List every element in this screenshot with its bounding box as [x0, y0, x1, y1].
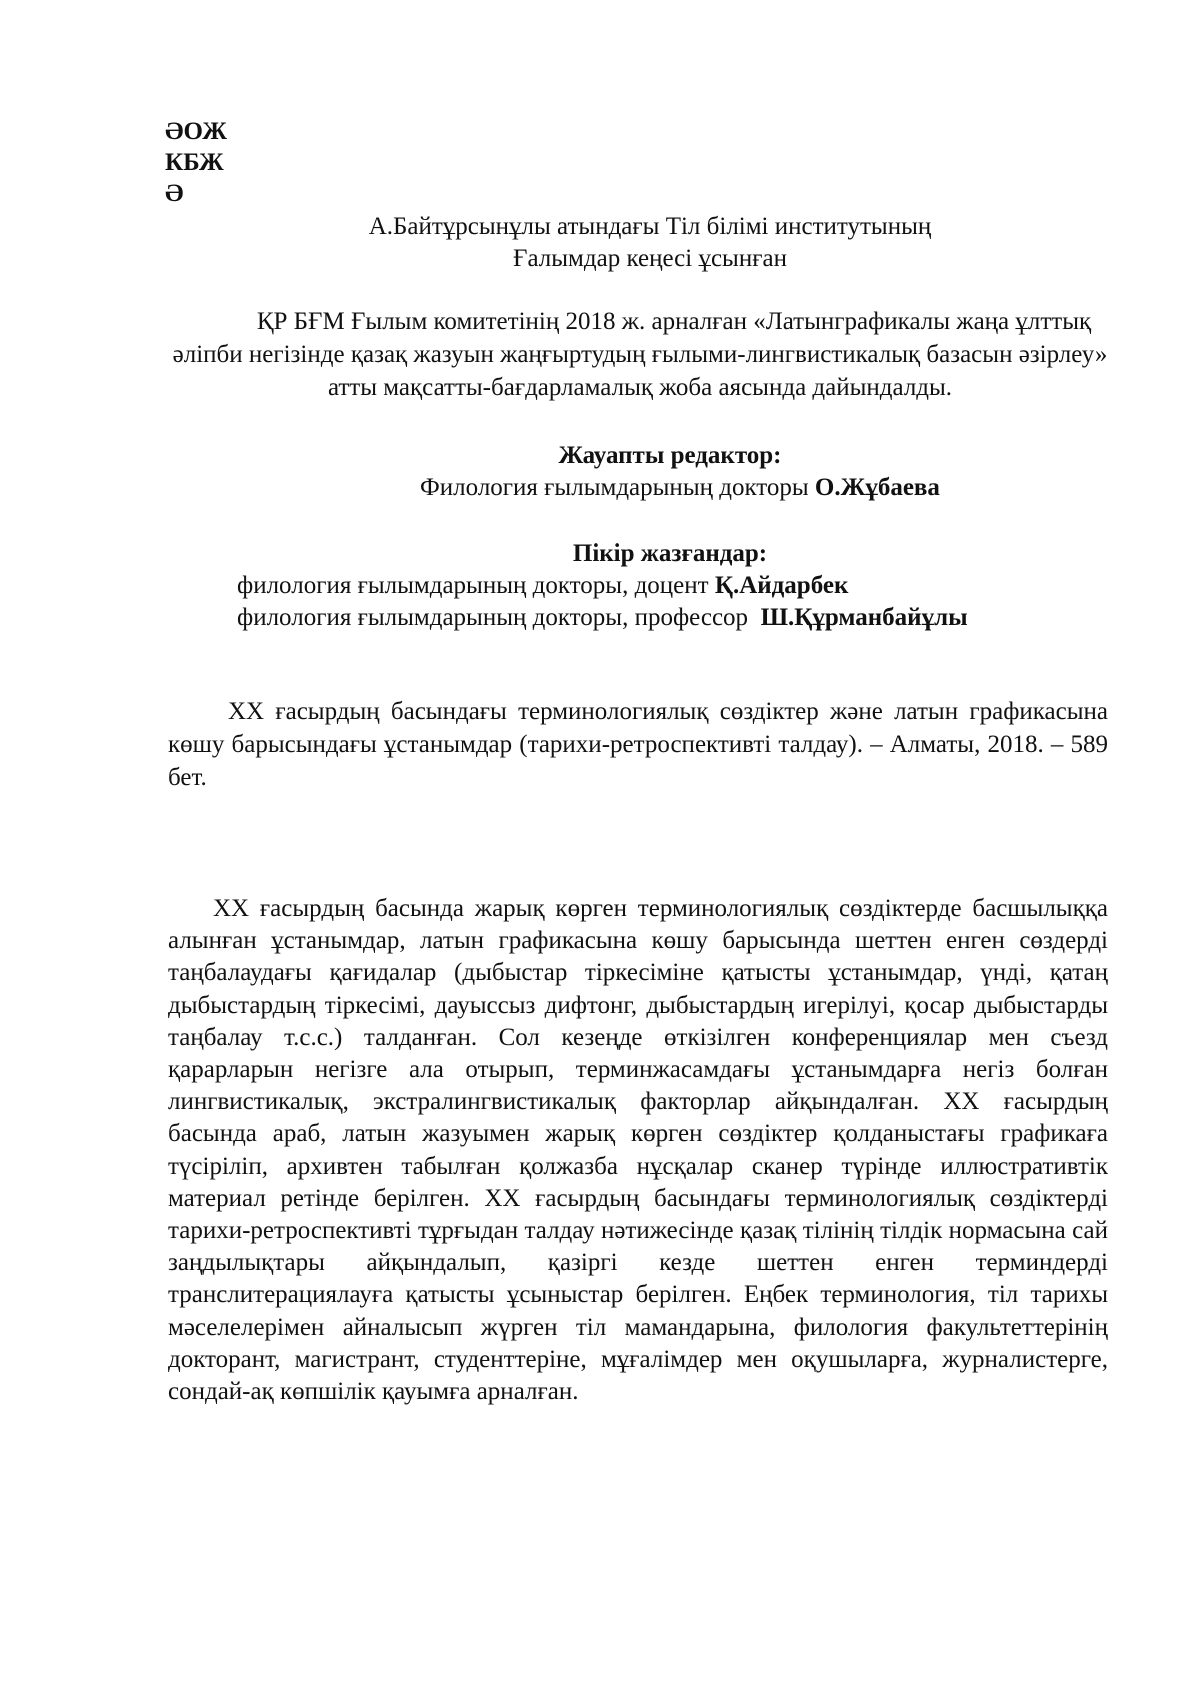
reviewer-degree: филология ғылымдарының докторы, профессор [237, 604, 755, 631]
program-note [170, 305, 1110, 404]
recommendation [300, 211, 1000, 275]
reviewers-title: Пікір жазғандар: [572, 540, 768, 567]
lbc-code: КБЖ [165, 149, 224, 176]
reviewer-line [237, 570, 1097, 602]
bibliographic-citation [168, 695, 1108, 794]
reviewer-name: Ш.Құрманбайұлы [760, 604, 968, 631]
editor-title: Жауапты редактор: [558, 442, 782, 469]
recommendation-line-1: А.Байтұрсынұлы атындағы Тіл білімі институтының [368, 213, 932, 240]
abstract-text: XX ғасырдың басында жарық көрген терминологиялық сөздіктерде басшылыққа алынған ұстанымдар, латын графикасына көшу барысында шеттен енген сөздерді таңбалаудағы қағидалар (дыбыстар тіркесіміне қатысты ұстанымдар, үнді, қатаң дыбыстардың тіркесімі, дауыссыз дифтонг, дыбыстардың игерілуі, қосар дыбыстарды таңбалау т.с.с.) талданған. Сол кезеңде өткізілген конференциялар мен съезд қарарларын негізге ала отырып, терминжасамдағы ұстанымдарға негіз болған лингвистикалық, экстралингвистикалық факторлар айқындалған. XX ғасырдың басында араб, латын жазуымен жарық көрген сөздіктер қолданыстағы графикаға түсіріліп, архивтен табылған қолжазба нұсқалар сканер түрінде иллюстративтік материал ретінде берілген. XX ғасырдың басындағы терминологиялық сөздіктерді тарихи-ретроспективті тұрғыдан талдау нәтижесінде қазақ тілінің тілдік нормасына сай заңдылықтары айқындалып, қазіргі кезде шеттен енген терминдерді транслитерациялауға қатысты ұсыныстар берілген. Еңбек терминология, тіл тарихы мәселелерімен айналысып жүрген тіл мамандарына, филология факультеттерінің докторант, магистрант, студенттеріне, мұғалімдер мен оқушыларға, журналистерге, сондай-ақ көпшілік қауымға арналған. [168, 895, 1108, 1406]
reviewer-degree: филология ғылымдарының докторы, доцент [237, 572, 709, 599]
reviewer-line [237, 602, 1097, 634]
editor-name: О.Жұбаева [814, 474, 940, 501]
classification-codes [165, 116, 227, 209]
editor-degree: Филология ғылымдарының докторы [420, 474, 809, 501]
author-sign-code: Ә [165, 180, 184, 207]
recommendation-line-2: Ғалымдар кеңесі ұсынған [513, 245, 787, 272]
reviewer-name: Қ.Айдарбек [714, 572, 849, 599]
editor-line [300, 472, 1060, 504]
citation-text: XX ғасырдың басындағы терминологиялық сөздіктер және латын графикасына көшу барысындағы ұстанымдар (тарихи-ретроспективті талдау). – Алматы, 2018. – 589 бет. [168, 698, 1108, 791]
program-text: ҚР БҒМ Ғылым комитетінің 2018 ж. арналған «Латынграфикалы жаңа ұлттық әліпби негізінде қазақ жазуын жаңғыртудың ғылыми-лингвистикалық базасын әзірлеу» атты мақсатты-бағдарламалық жоба аясында дайындалды. [172, 308, 1108, 401]
udc-code: ӘОЖ [165, 118, 228, 145]
abstract [168, 893, 1108, 1408]
